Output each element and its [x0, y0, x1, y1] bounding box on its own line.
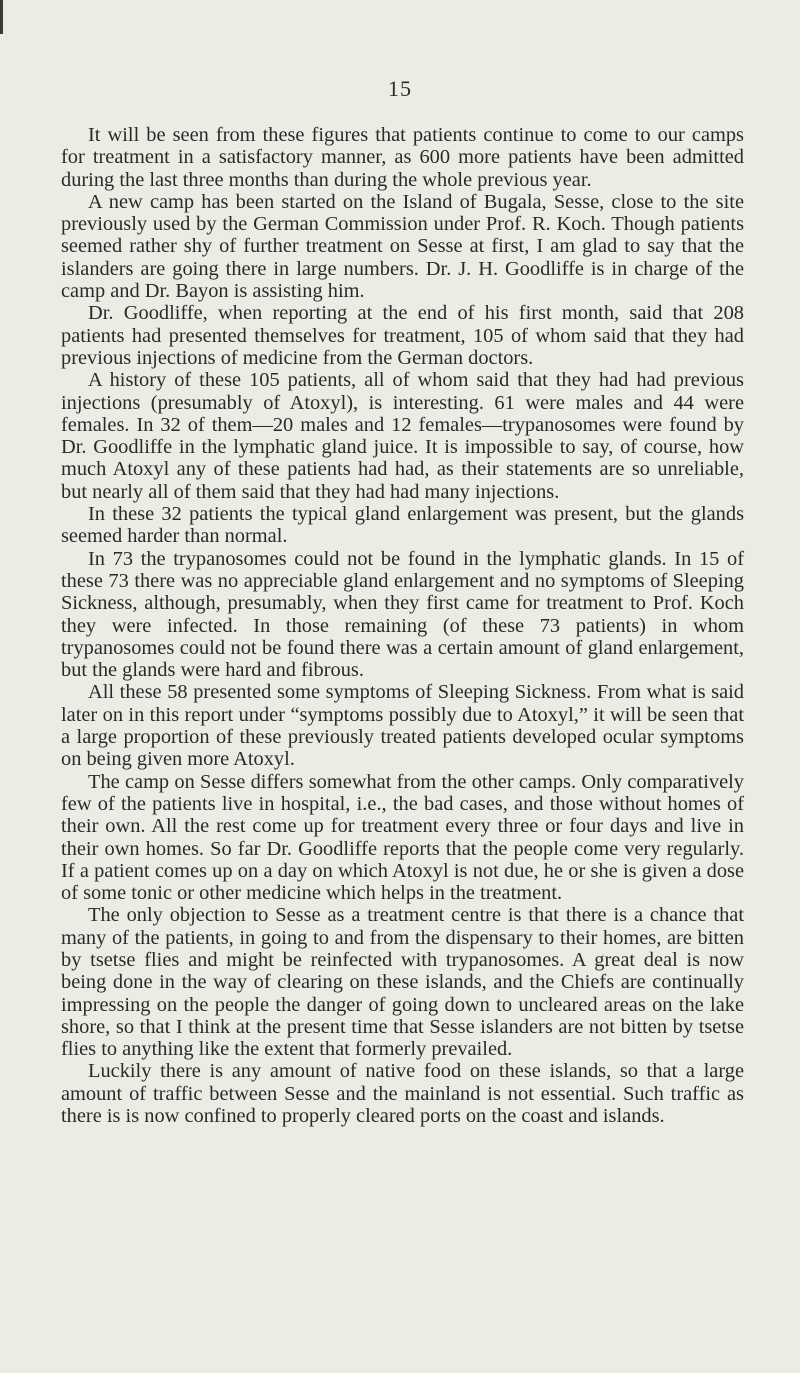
paragraph: A new camp has been started on the Island of Bugala, Sesse, close to the site previously used by the German Commission under Prof. R. Koch. Though patients seemed rather shy of further treatment on Sesse at first, I am glad to say that the islanders are going there in large numbers. Dr. J. H. Goodliffe is in charge of the camp and Dr. Bayon is assisting him.	[61, 190, 744, 303]
paragraph: The camp on Sesse differs somewhat from the other camps. Only comparatively few of the patients live in hospital, i.e., the bad cases, and those without homes of their own. All the rest come up for treatment every three or four days and live in their own homes. So far Dr. Goodliffe reports that the people come very regularly. If a patient comes up on a day on which Atoxyl is not due, he or she is given a dose of some tonic or other medicine which helps in the treatment.	[61, 770, 744, 905]
paragraph: All these 58 presented some symptoms of Sleeping Sickness. From what is said later on in this report under “symptoms possibly due to Atoxyl,” it will be seen that a large proportion of these previously treated patients developed ocular symptoms on being given more Atoxyl.	[61, 681, 744, 771]
body-text	[61, 124, 744, 1127]
paragraph: The only objection to Sesse as a treatment centre is that there is a chance that many of the patients, in going to and from the dispensary to their homes, are bitten by tsetse flies and might be reinfected with trypanosomes. A great deal is now being done in the way of clearing on these islands, and the Chiefs are continually impressing on the people the danger of going down to uncleared areas on the lake shore, so that I think at the present time that Sesse islanders are not bitten by tsetse flies to anything like the extent that formerly prevailed.	[61, 904, 744, 1061]
page-edge-mark	[0, 0, 3, 34]
page-number: 15	[388, 76, 412, 101]
paragraph: It will be seen from these figures that patients continue to come to our camps for treatment in a satisfactory manner, as 600 more patients have been admitted during the last three months than during the whole previous year.	[61, 124, 744, 191]
paragraph: In these 32 patients the typical gland enlargement was present, but the glands seemed harder than normal.	[61, 503, 744, 548]
paragraph: Luckily there is any amount of native food on these islands, so that a large amount of traffic between Sesse and the mainland is not essential. Such traffic as there is is now confined to properly cleared ports on the coast and islands.	[61, 1060, 744, 1128]
paragraph: Dr. Goodliffe, when reporting at the end of his first month, said that 208 patients had presented themselves for treatment, 105 of whom said that they had previous injections of medicine from the German doctors.	[61, 302, 744, 369]
paragraph: A history of these 105 patients, all of whom said that they had had previous injections (presumably of Atoxyl), is interesting. 61 were males and 44 were females. In 32 of them—20 males and 12 females—trypanosomes were found by Dr. Goodliffe in the lymphatic gland juice. It is impossible to say, of course, how much Atoxyl any of these patients had had, as their statements are so unreliable, but nearly all of them said that they had had many injections.	[61, 369, 744, 503]
paragraph: In 73 the trypanosomes could not be found in the lymphatic glands. In 15 of these 73 there was no appreciable gland enlargement and no symptoms of Sleeping Sickness, although, presumably, when they first came for treatment to Prof. Koch they were infected. In those remaining (of these 73 patients) in whom trypanosomes could not be found there was a certain amount of gland enlargement, but the glands were hard and fibrous.	[61, 547, 744, 682]
